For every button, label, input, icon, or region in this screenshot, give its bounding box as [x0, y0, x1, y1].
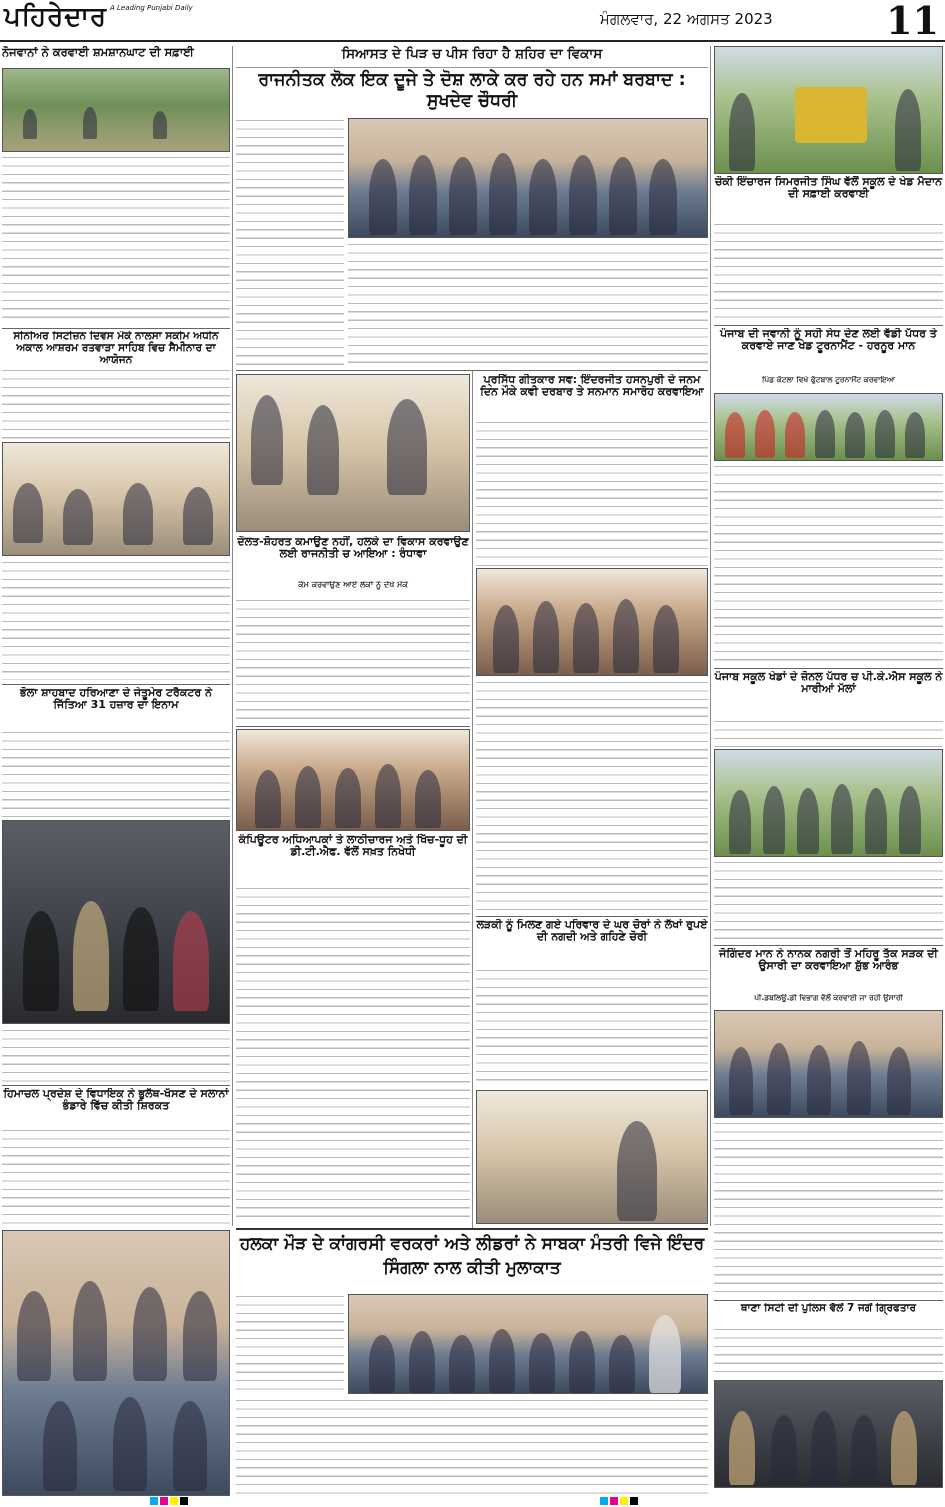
- print-color-chip: [180, 1497, 188, 1505]
- article-subhead: ਕੰਮ ਕਰਵਾਉਣ ਆਏ ਲੋਕਾਂ ਨੂੰ ਦੇਖੋ ਮੌਕੇ: [298, 581, 408, 589]
- print-color-chip: [160, 1497, 168, 1505]
- photo-school-ground-tractor: [714, 46, 943, 174]
- article-body: [2, 560, 230, 680]
- article-body: [2, 368, 230, 440]
- article-headline: ਚੌਕੀ ਇੰਚਾਰਜ ਸਿਮਰਜੀਤ ਸਿੰਘ ਵੱਲੋਂ ਸਕੂਲ ਦੇ ਖੇਡ ਮੈਦਾਨ ਦੀ ਸਫ਼ਾਈ ਕਰਵਾਈ: [714, 176, 943, 201]
- print-color-chip: [600, 1497, 608, 1505]
- article-headline: ਜੋਗਿੰਦਰ ਮਾਨ ਨੇ ਨਾਨਕ ਨਗਰੀ ਤੋਂ ਮਹਿਰੂ ਤੱਕ ਸੜਕ ਦੀ ਉਸਾਰੀ ਦਾ ਕਰਵਾਇਆ ਸ਼ੁੱਭ ਆਰੰਭ: [719, 948, 938, 973]
- article-headline: ਦੌਲਤ-ਸ਼ੋਹਰਤ ਕਮਾਉਣ ਨਹੀਂ, ਹਲਕੇ ਦਾ ਵਿਕਾਸ ਕਰਵਾਉਣ ਲਈ ਰਾਜਨੀਤੀ ਚ ਆਇਆ : ਰੰਧਾਵਾ: [237, 536, 469, 561]
- article-body: [236, 598, 470, 722]
- photo-meeting-group: [348, 118, 708, 238]
- section-divider: [2, 328, 230, 329]
- article-body: [714, 222, 943, 322]
- photo-theft-scene: [476, 1090, 708, 1224]
- article-body: [236, 118, 344, 368]
- article-headline: ਪ੍ਰਸਿੱਧ ਗੀਤਕਾਰ ਸਵ: ਇੰਦਰਜੀਤ ਹਸਨਪੁਰੀ ਦੇ ਜਨਮ ਦਿਨ ਮੌਕੇ ਕਵੀ ਦਰਬਾਰ ਤੇ ਸਨਮਾਨ ਸਮਾਰੋਹ ਕਰਵਾਇਆ: [480, 374, 704, 399]
- article-body: [2, 1028, 230, 1082]
- print-color-chip: [170, 1497, 178, 1505]
- article-headline: ਪੰਜਾਬ ਸਕੂਲ ਖੇਡਾਂ ਦੇ ਜ਼ੋਨਲ ਪੱਧਰ ਚ ਪੀ.ਕੇ.ਐਸ ਸਕੂਲ ਨੇ ਮਾਰੀਆਂ ਮੱਲਾਂ: [714, 671, 943, 696]
- print-color-chip: [620, 1497, 628, 1505]
- print-color-marks: [600, 1497, 638, 1505]
- article-body: [714, 860, 943, 942]
- article-headline: ਥਾਣਾ ਸਿਟੀ ਦੀ ਪੁਲਿਸ ਵੱਲੋਂ 7 ਜਗੋਂ ਗ੍ਰਿਫਤਾਰ: [740, 1303, 917, 1314]
- masthead: [0, 0, 945, 42]
- section-divider: [2, 1085, 230, 1086]
- article-headline: ਲੜਕੀ ਨੂੰ ਮਿਲਣ ਗਏ ਪਰਿਵਾਰ ਦੇ ਘਰ ਚੋਰਾਂ ਨੇ ਲੱਖਾਂ ਰੁਪਏ ਦੀ ਨਗਦੀ ਅਤੇ ਗਹਿਣੇ ਚੋਰੀ: [476, 919, 708, 944]
- section-divider: [714, 325, 943, 326]
- article-body: [348, 242, 708, 368]
- story-kicker: ਸਿਆਸਤ ਦੇ ਪਿੜ ਚ ਪੀਸ ਰਿਹਾ ਹੈ ਸ਼ਹਿਰ ਦਾ ਵਿਕਾਸ: [236, 46, 708, 68]
- article-body: [2, 155, 230, 325]
- article-subhead: ਪਿੰਡ ਕੋਟਲਾ ਵਿਖੇ ਫੁੱਟਬਾਲ ਟੂਰਨਾਮੈਂਟ ਕਰਵਾਇਆ: [761, 376, 896, 384]
- article-body: [236, 1294, 344, 1394]
- photo-police-arrest: [714, 1380, 943, 1488]
- print-color-chip: [630, 1497, 638, 1505]
- article-body: [476, 420, 708, 566]
- section-divider: [714, 1300, 943, 1301]
- photo-kavi-darbar: [476, 568, 708, 676]
- story-headline: ਰਾਜਨੀਤਕ ਲੋਕ ਇਕ ਦੂਜੇ ਤੇ ਦੋਸ਼ ਲਾਕੇ ਕਰ ਰਹੇ ਹਨ ਸਮਾਂ ਬਰਬਾਦ : ਸੁਖਦੇਵ ਚੌਧਰੀ: [258, 70, 686, 112]
- column-rule: [472, 370, 473, 1230]
- print-color-marks: [150, 1497, 188, 1505]
- print-color-chip: [610, 1497, 618, 1505]
- section-divider: [236, 726, 470, 727]
- article-body: [236, 1398, 708, 1494]
- article-body: [2, 1128, 230, 1228]
- article-body: [714, 1121, 943, 1297]
- article-headline: ਭੋਲਾ ਸ਼ਾਹਬਾਦ ਹਰਿਆਣਾ ਦੇ ਜੇਤੂਮੇਰ ਟਰੈਕਟਰ ਨੇ ਜਿੱਤਿਆ 31 ਹਜ਼ਾਰ ਦਾ ਇਨਾਮ: [20, 687, 212, 712]
- photo-road-construction: [714, 1010, 943, 1118]
- article-body: [2, 730, 230, 818]
- photo-office-meeting: [236, 374, 470, 532]
- article-body: [476, 680, 708, 914]
- article-headline: ਨੋਜਵਾਨਾਂ ਨੇ ਕਰਵਾਈ ਸ਼ਮਸ਼ਾਨਘਾਟ ਦੀ ਸਫ਼ਾਈ: [2, 46, 194, 59]
- article-body: [476, 968, 708, 1086]
- photo-seminar: [2, 442, 230, 556]
- photo-school-athletes: [714, 749, 943, 857]
- article-body: [714, 464, 943, 664]
- article-headline: ਸੀਨੀਅਰ ਸਿਟੀਜ਼ਨ ਦਿਵਸ ਮੌਕੇ ਨਾਲਸਾ ਸਕੀਮ ਅਧੀਨ ਅਕਾਲ ਆਸ਼ਰਮ ਰਤਵਾੜਾ ਸਾਹਿਬ ਵਿਚ ਸੈਮੀਨਾਰ ਦਾ ਆਯੋਜਨ: [13, 331, 219, 365]
- article-headline: ਕੰਪਿਊਟਰ ਅਧਿਆਪਕਾਂ ਤੇ ਲਾਠੀਚਾਰਜ ਅਤੇ ਖਿੱਚ-ਧੂਹ ਦੀ ਡੀ.ਟੀ.ਐਫ. ਵੱਲੋਂ ਸਖ਼ਤ ਨਿਖੇਧੀ: [238, 834, 468, 859]
- section-divider: [714, 945, 943, 946]
- section-divider: [476, 916, 708, 917]
- page-number: 11: [886, 0, 939, 43]
- photo-bhandara-event: [2, 1230, 230, 1496]
- column-rule: [710, 46, 711, 1226]
- article-body: [714, 719, 943, 747]
- section-divider: [714, 668, 943, 669]
- newspaper-logo: ਪਹਿਰੇਦਾਰ: [4, 2, 107, 32]
- section-divider: [236, 1228, 708, 1230]
- article-headline: ਹਿਮਾਚਲ ਪ੍ਰਦੇਸ਼ ਦੇ ਵਿਧਾਇਕ ਨੇ ਭੁਲੱਥ-ਖੱਸਣ ਦੇ ਸਲਾਨਾਂ ਭੰਡਾਰੇ ਵਿੱਚ ਕੀਤੀ ਸ਼ਿਰਕਤ: [3, 1088, 229, 1113]
- dateline: ਮੰਗਲਵਾਰ, 22 ਅਗਸਤ 2023: [600, 10, 773, 28]
- photo-cremation-ground: [2, 68, 230, 152]
- story-headline: ਹਲਕਾ ਮੌੜ ਦੇ ਕਾਂਗਰਸੀ ਵਰਕਰਾਂ ਅਤੇ ਲੀਡਰਾਂ ਨੇ ਸਾਬਕਾ ਮੰਤਰੀ ਵਿਜੇ ਇੰਦਰ ਸਿੰਗਲਾ ਨਾਲ ਕੀਤੀ ਮੁਲਾਕਾਤ: [239, 1234, 705, 1278]
- photo-protest-group: [236, 729, 470, 831]
- tagline: A Leading Punjabi Daily: [110, 4, 193, 12]
- print-color-chip: [150, 1497, 158, 1505]
- column-rule: [232, 46, 233, 1226]
- article-body: [236, 886, 470, 1222]
- section-divider: [236, 370, 708, 371]
- section-divider: [2, 684, 230, 685]
- photo-football-teams: [714, 393, 943, 461]
- article-subhead: ਪੀ.ਡਬਲਿਊ.ਡੀ ਵਿਭਾਗ ਵੱਲੋਂ ਕਰਵਾਈ ਜਾ ਰਹੀ ਉਸਾਰੀ: [754, 994, 903, 1002]
- article-body: [714, 1327, 943, 1377]
- photo-congress-workers-meeting: [348, 1294, 708, 1394]
- article-headline: ਪੰਜਾਬ ਦੀ ਜਵਾਨੀ ਨੂੰ ਸਹੀ ਸੇਧ ਦੇਣ ਲਈ ਵੱਡੀ ਪੱਧਰ ਤੇ ਕਰਵਾਏ ਜਾਣ ਖੇਡ ਟੂਰਨਾਮੈਂਟ - ਹਰਨੂਰ ਮਾਨ: [720, 328, 937, 353]
- photo-tractor-winners: [2, 820, 230, 1024]
